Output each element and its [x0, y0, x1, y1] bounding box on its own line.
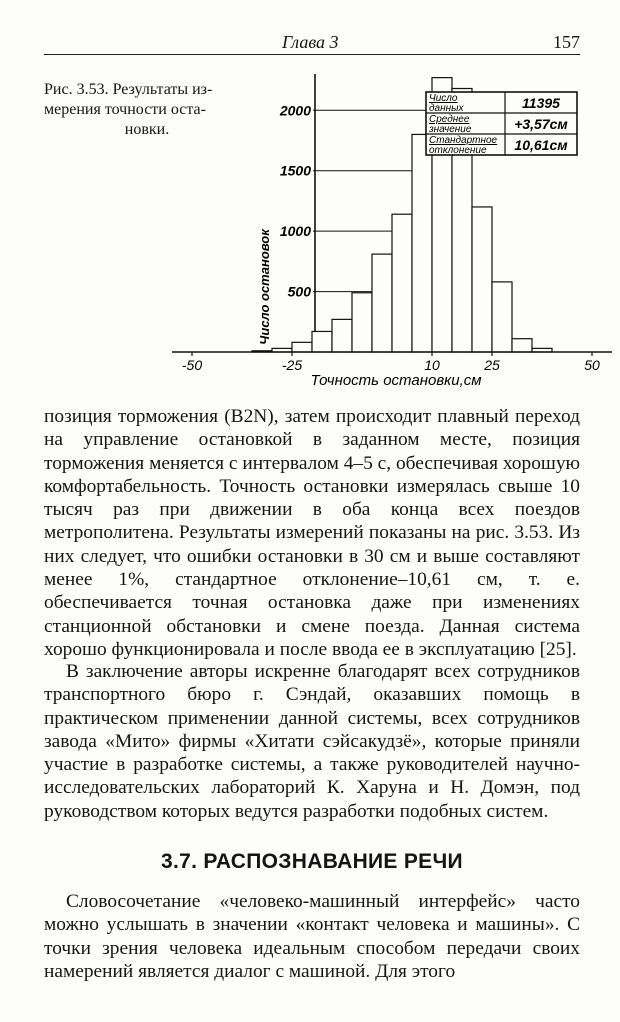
- stats-label: Стандартное: [429, 135, 498, 146]
- stats-label: отклонение: [429, 145, 487, 156]
- histogram-bar: [392, 214, 412, 352]
- paragraph: [44, 660, 580, 823]
- stats-label: данных: [429, 103, 464, 114]
- y-tick-label: 2000: [279, 102, 311, 119]
- histogram-bar: [352, 293, 372, 352]
- stats-label: Среднее: [429, 114, 470, 125]
- paragraph-text: Словосочетание «человеко-машинный интерфейс» часто можно услышать в значении «контакт человека и машины». С точки зрения человека идеальным способом передачи своих намерений является диалог с машиной. Для этого: [44, 891, 580, 982]
- y-axis-label: Число остановок: [257, 229, 272, 345]
- paragraph: позиция торможения (B2N), затем происходит плавный переход на управление остановкой в заданном месте, позиция торможения меняется с интервалом 4–5 с, обеспечивая хорошую комфортабельность. Точность остановки измерялась свыше 10 тысяч раз при движении в оба конца всех поездов метрополитена. Результаты измерений показаны на рис. 3.53. Из них следует, что ошибки остановки в 30 см и выше составляют менее 1%, стандартное отклонение–10,61 см, т. е. обеспечивается точная остановка даже при изменениях станционной обстановки и смене поезда. Данная система хорошо функционировала и после ввода ее в эксплуатацию [25].: [44, 406, 581, 660]
- y-tick-label: 1500: [279, 162, 311, 179]
- paragraph-text: В заключение авторы искренне благодарят всех сотрудников транспортного бюро г. Сэндай, оказавших помощь в практическом применении данной системы, всех сотрудников завода «Мито» фирмы «Хитати сэйсакудзё», которые приняли участие в разработке системы, а также руководителей научно-исследовательских лабораторий К. Харуна и Н. Домэн, под руководством которых ведутся разработки подобных систем.: [44, 661, 580, 822]
- histogram-bar: [512, 339, 532, 352]
- stats-label: Число: [429, 93, 458, 104]
- page-number: 157: [553, 32, 580, 52]
- y-tick-label: 1000: [279, 223, 311, 240]
- stats-value: 10,61см: [514, 137, 568, 153]
- histogram-bar: [372, 254, 392, 352]
- section-heading: 3.7. РАСПОЗНАВАНИЕ РЕЧИ: [161, 850, 463, 873]
- x-tick-label: 10: [424, 357, 440, 373]
- stats-table: [426, 92, 577, 156]
- caption-line: Рис. 3.53. Результаты из-: [44, 81, 213, 98]
- chapter-title: Глава 3: [282, 32, 339, 52]
- x-tick-label: 50: [584, 357, 600, 373]
- histogram-bar: [312, 331, 332, 352]
- x-tick-label: -50: [181, 357, 203, 373]
- x-axis-label: Точность остановки,см: [310, 372, 482, 389]
- histogram-bar: [292, 342, 312, 352]
- figure-caption: [44, 80, 250, 140]
- histogram-bar: [412, 134, 432, 352]
- x-axis: [172, 352, 612, 373]
- stats-value: 11395: [522, 95, 560, 111]
- stats-value: +3,57см: [514, 116, 568, 132]
- stop-accuracy-histogram: [181, 62, 600, 398]
- y-tick-label: 500: [287, 283, 311, 300]
- stats-label: значение: [429, 124, 472, 135]
- histogram-bar: [332, 319, 352, 352]
- caption-line: мерения точности оста-: [44, 101, 206, 118]
- y-axis-label-group: [257, 228, 272, 345]
- histogram-bar: [472, 207, 492, 352]
- histogram-bar: [492, 282, 512, 352]
- caption-line: новки.: [124, 121, 170, 138]
- x-tick-label: -25: [281, 357, 303, 373]
- x-tick-label: 25: [484, 357, 500, 373]
- paragraph: [44, 890, 580, 983]
- running-header: [44, 30, 580, 55]
